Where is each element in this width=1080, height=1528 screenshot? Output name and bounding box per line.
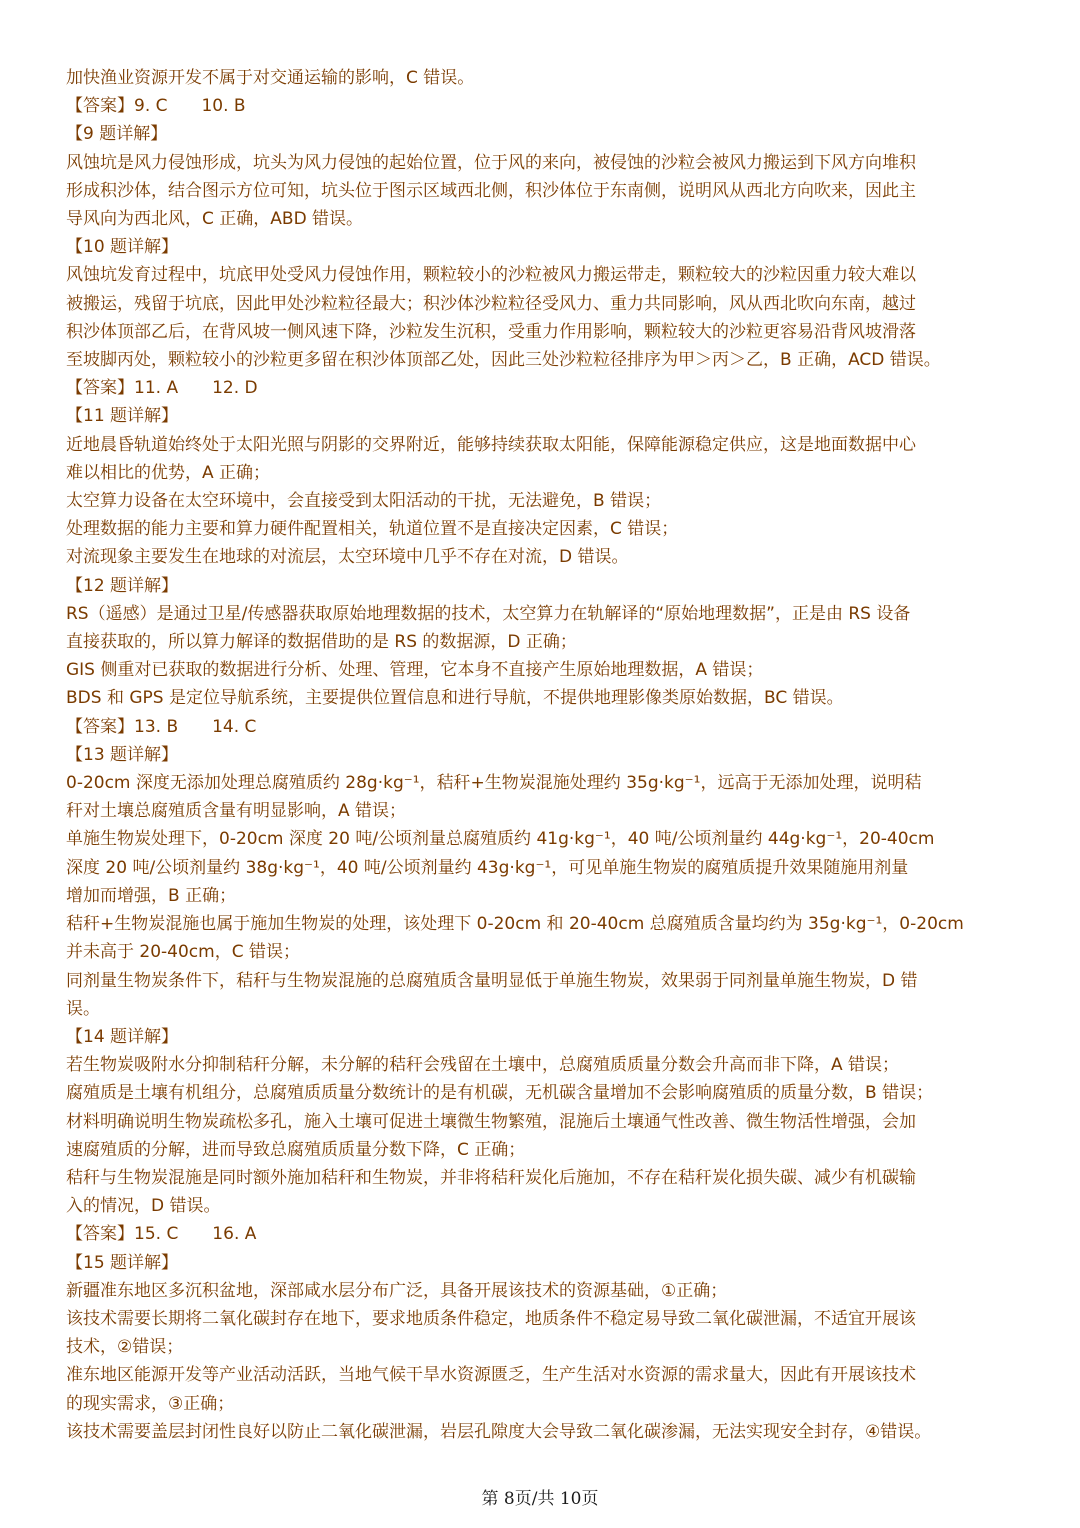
- text-line: 【答案】13. B 14. C: [66, 716, 257, 737]
- text-line: 处理数据的能力主要和算力硬件配置相关，轨道位置不是直接决定因素，C 错误；: [66, 519, 679, 540]
- text-line: 0-20cm 深度无添加处理总腐殖质约 28g·kg⁻¹，秸秆+生物炭混施处理约 35g·kg⁻¹，远高于无添加处理，说明秸: [66, 773, 922, 794]
- text-line: 秸秆+生物炭混施也属于施加生物炭的处理，该处理下 0-20cm 和 20-40cm 总腐殖质含量均约为 35g·kg⁻¹，0-20cm: [66, 914, 964, 935]
- text-line: 准东地区能源开发等产业活动活跃，当地气候干旱水资源匮乏，生产生活对水资源的需求量大，因此有开展该技术: [66, 1365, 916, 1386]
- text-line: 难以相比的优势，A 正确；: [66, 462, 271, 483]
- text-line: 【答案】9. C 10. B: [66, 96, 246, 117]
- text-line: 同剂量生物炭条件下，秸秆与生物炭混施的总腐殖质含量明显低于单施生物炭，效果弱于同剂量单施生物炭，D 错: [66, 970, 918, 991]
- text-line: 积沙体顶部乙后，在背风坡一侧风速下降，沙粒发生沉积，受重力作用影响，颗粒较大的沙粒更容易沿背风坡滑落: [66, 321, 916, 342]
- text-line: 至坡脚丙处，颗粒较小的沙粒更多留在积沙体顶部乙处，因此三处沙粒粒径排序为甲＞丙＞乙，B 正确，ACD 错误。: [66, 350, 941, 371]
- text-line: 若生物炭吸附水分抑制秸秆分解，未分解的秸秆会残留在土壤中，总腐殖质质量分数会升高而非下降，A 错误；: [66, 1055, 900, 1076]
- text-line: 的现实需求，③正确；: [66, 1393, 235, 1414]
- text-line: 并未高于 20-40cm，C 错误；: [66, 942, 300, 963]
- text-line: 该技术需要盖层封闭性良好以防止二氧化碳泄漏，岩层孔隙度大会导致二氧化碳渗漏，无法实现安全封存，④错误。: [66, 1421, 932, 1442]
- text-line: 该技术需要长期将二氧化碳封存在地下，要求地质条件稳定，地质条件不稳定易导致二氧化碳泄漏，不适宜开展该: [66, 1308, 916, 1329]
- answer-explanation-text: [66, 64, 1018, 1446]
- text-line: 直接获取的，所以算力解译的数据借助的是 RS 的数据源，D 正确；: [66, 632, 577, 653]
- text-line: 秸秆与生物炭混施是同时额外施加秸秆和生物炭，并非将秸秆炭化后施加，不存在秸秆炭化损失碳、减少有机碳输: [66, 1167, 916, 1188]
- text-line: 被搬运，残留于坑底，因此甲处沙粒粒径最大；积沙体沙粒粒径受风力、重力共同影响，风从西北吹向东南，越过: [66, 293, 916, 314]
- text-line: BDS 和 GPS 是定位导航系统，主要提供位置信息和进行导航，不提供地理影像类原始数据，BC 错误。: [66, 688, 844, 709]
- text-line: 速腐殖质的分解，进而导致总腐殖质质量分数下降，C 正确；: [66, 1139, 526, 1160]
- text-line: 近地晨昏轨道始终处于太阳光照与阴影的交界附近，能够持续获取太阳能，保障能源稳定供应，这是地面数据中心: [66, 434, 916, 455]
- text-line: 材料明确说明生物炭疏松多孔，施入土壤可促进土壤微生物繁殖，混施后土壤通气性改善、微生物活性增强，会加: [66, 1111, 916, 1132]
- text-line: 【11 题详解】: [66, 406, 179, 427]
- text-line: 秆对土壤总腐殖质含量有明显影响，A 错误；: [66, 801, 407, 822]
- text-line: 太空算力设备在太空环境中，会直接受到太阳活动的干扰，无法避免，B 错误；: [66, 491, 662, 512]
- page-footer: 第 8页/共 10页: [481, 1489, 599, 1509]
- text-line: 增加而增强，B 正确；: [66, 885, 237, 906]
- text-line: RS（遥感）是通过卫星/传感器获取原始地理数据的技术，太空算力在轨解译的“原始地理数据”，正是由 RS 设备: [66, 603, 911, 624]
- text-line: 【14 题详解】: [66, 1026, 179, 1047]
- text-line: 【12 题详解】: [66, 575, 179, 596]
- text-line: 【10 题详解】: [66, 237, 179, 258]
- text-line: 风蚀坑是风力侵蚀形成，坑头为风力侵蚀的起始位置，位于风的来向，被侵蚀的沙粒会被风力搬运到下风方向堆积: [66, 152, 916, 173]
- text-line: 加快渔业资源开发不属于对交通运输的影响，C 错误。: [66, 68, 475, 88]
- text-line: 【答案】11. A 12. D: [66, 378, 258, 399]
- text-line: 【答案】15. C 16. A: [66, 1224, 257, 1245]
- text-line: 形成积沙体，结合图示方位可知，坑头位于图示区域西北侧，积沙体位于东南侧，说明风从西北方向吹来，因此主: [66, 180, 916, 201]
- text-line: 误。: [66, 998, 100, 1019]
- text-line: 【15 题详解】: [66, 1252, 179, 1273]
- text-line: 【9 题详解】: [66, 124, 168, 145]
- text-line: 新疆准东地区多沉积盆地，深部咸水层分布广泛，具备开展该技术的资源基础，①正确；: [66, 1280, 728, 1301]
- text-line: 导风向为西北风，C 正确，ABD 错误。: [66, 209, 364, 230]
- text-line: 入的情况，D 错误。: [66, 1196, 221, 1217]
- text-line: 【13 题详解】: [66, 744, 179, 765]
- text-line: 对流现象主要发生在地球的对流层，太空环境中几乎不存在对流，D 错误。: [66, 547, 629, 568]
- text-line: 技术，②错误；: [66, 1337, 184, 1358]
- text-line: 风蚀坑发育过程中，坑底甲处受风力侵蚀作用，颗粒较小的沙粒被风力搬运带走，颗粒较大的沙粒因重力较大难以: [66, 265, 916, 286]
- text-line: GIS 侧重对已获取的数据进行分析、处理、管理，它本身不直接产生原始地理数据，A 错误；: [66, 660, 764, 681]
- text-line: 单施生物炭处理下，0-20cm 深度 20 吨/公顷剂量总腐殖质约 41g·kg⁻¹，40 吨/公顷剂量约 44g·kg⁻¹，20-40cm: [66, 829, 935, 850]
- text-line: 深度 20 吨/公顷剂量约 38g·kg⁻¹，40 吨/公顷剂量约 43g·kg⁻¹，可见单施生物炭的腐殖质提升效果随施用剂量: [66, 857, 909, 878]
- text-line: 腐殖质是土壤有机组分，总腐殖质质量分数统计的是有机碳，无机碳含量增加不会影响腐殖质的质量分数，B 错误；: [66, 1083, 934, 1104]
